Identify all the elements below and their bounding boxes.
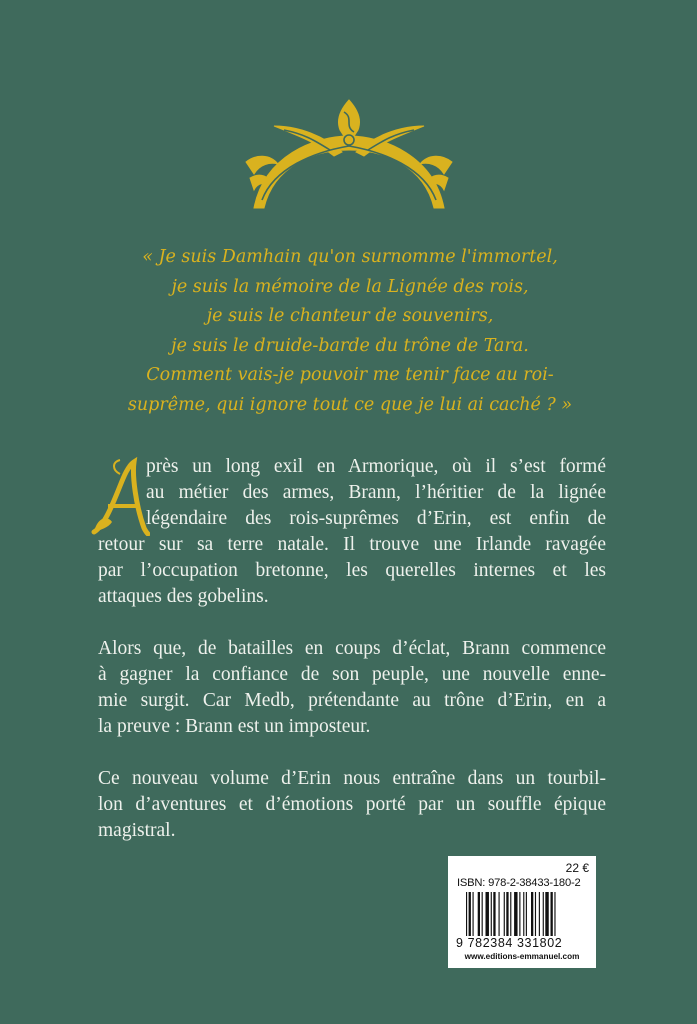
quote-line: « Je suis Damhain qu'on surnomme l'immortel, <box>142 247 558 267</box>
barcode-bar <box>539 892 540 936</box>
blurb-line: par l’occupation bretonne, les querelles internes et les <box>98 560 606 581</box>
barcode-box <box>448 856 596 968</box>
barcode-bar <box>473 892 474 936</box>
barcode-bar <box>506 892 508 936</box>
barcode-bar <box>526 892 527 936</box>
barcode-bar <box>478 892 480 936</box>
barcode-bar <box>466 892 467 936</box>
barcode-bar <box>545 892 548 936</box>
blurb-paragraph-1 <box>98 454 606 610</box>
blurb-line: près un long exil en Armorique, où il s’est formé <box>146 456 606 477</box>
barcode-bar <box>486 892 489 936</box>
blurb-line: la preuve : Brann est un imposteur. <box>98 716 371 737</box>
barcode-bar <box>514 892 517 936</box>
barcode-bar <box>531 892 533 936</box>
barcode-icon <box>466 892 588 936</box>
barcode-bar <box>554 892 555 936</box>
blurb-line: magistral. <box>98 820 176 841</box>
barcode-bar <box>543 892 544 936</box>
blurb-paragraph-3 <box>98 766 606 844</box>
blurb-line: lon d’aventures et d’émotions porté par un souffle épique <box>98 794 606 815</box>
blurb-paragraph-2 <box>98 636 606 740</box>
price-label: 22 € <box>565 861 589 875</box>
quote-line: suprême, qui ignore tout ce que je lui ai caché ? » <box>127 394 573 415</box>
blurb-line: légendaire des rois-suprêmes d’Erin, est enfin de <box>146 508 606 529</box>
blurb-line: à gagner la confiance de son peuple, une nouvelle enne- <box>98 664 606 685</box>
blurb-line: au métier des armes, Brann, l’héritier de la lignée <box>146 482 606 503</box>
quote-line: je suis la mémoire de la Lignée des rois, <box>171 276 529 297</box>
barcode-bar <box>491 892 492 936</box>
quote-line: je suis le druide-barde du trône de Tara. <box>171 335 529 356</box>
dropcap-text: A <box>90 456 91 457</box>
barcode-bar <box>510 892 511 936</box>
blurb-line: retour sur sa terre natale. Il trouve une Irlande ravagée <box>98 534 606 555</box>
barcode-bar <box>499 892 500 936</box>
blurb-line: mie surgit. Car Medb, prétendante au trône d’Erin, en a <box>98 690 606 711</box>
barcode-bar <box>551 892 553 936</box>
blurb-line: attaques des gobelins. <box>98 586 269 607</box>
barcode-bar <box>482 892 483 936</box>
barcode-bar <box>493 892 495 936</box>
barcode-bar <box>504 892 505 936</box>
quote-line: Comment vais-je pouvoir me tenir face au roi- <box>146 365 554 386</box>
epigraph-quote <box>80 243 620 421</box>
barcode-bar <box>523 892 524 936</box>
publisher-website: www.editions-emmanuel.com <box>464 952 580 961</box>
blurb-line: Alors que, de batailles en coups d’éclat, Brann commence <box>98 638 606 659</box>
barcode-bar <box>535 892 536 936</box>
blurb <box>98 454 606 870</box>
isbn-label: ISBN: 978-2-38433-180-2 <box>457 877 581 889</box>
barcode-digits: 9 782384 331802 <box>456 936 563 950</box>
celtic-crown-icon <box>244 96 454 212</box>
barcode-bar <box>519 892 520 936</box>
quote-line: je suis le chanteur de souvenirs, <box>206 306 494 327</box>
barcode-bar <box>469 892 471 936</box>
blurb-line: Ce nouveau volume d’Erin nous entraîne dans un tourbil- <box>98 768 606 789</box>
